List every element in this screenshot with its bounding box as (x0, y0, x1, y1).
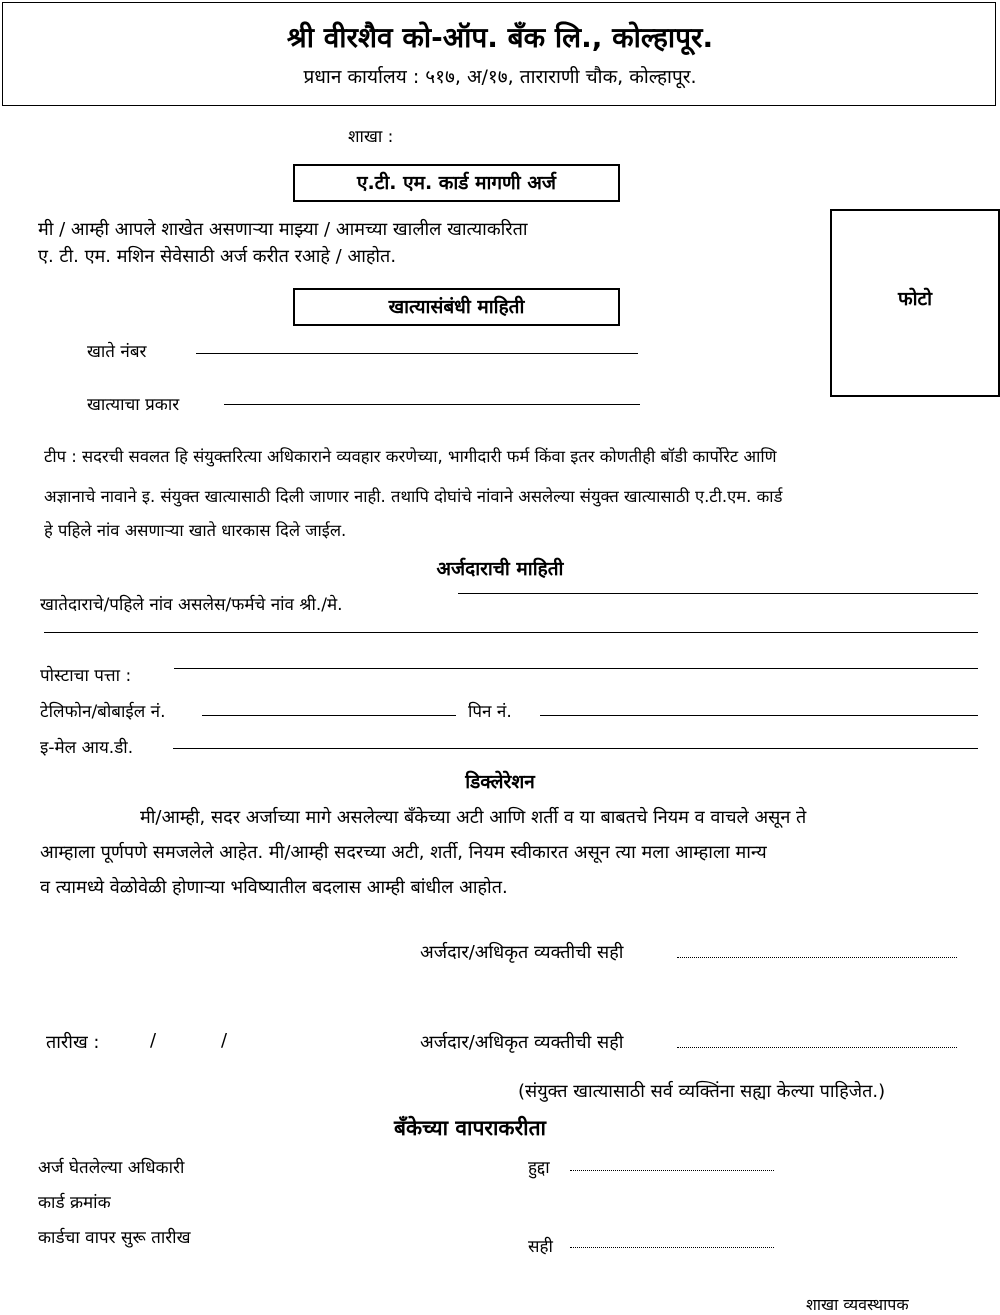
card-number-label: कार्ड क्रमांक (38, 1193, 111, 1213)
pin-field[interactable] (540, 715, 978, 716)
account-section-title: खात्यासंबंधी माहिती (293, 288, 620, 326)
bank-name: श्री वीरशैव को-ऑप. बँक लि., कोल्हापूर. (286, 21, 714, 54)
account-number-field[interactable] (196, 353, 638, 354)
applicant-signature-field-2[interactable] (677, 1047, 957, 1048)
account-type-field[interactable] (224, 404, 640, 405)
pin-label: पिन नं. (468, 702, 512, 722)
email-label: इ-मेल आय.डी. (40, 738, 134, 758)
applicant-section-title: अर्जदाराची माहिती (436, 558, 564, 580)
branch-label: शाखा : (348, 127, 394, 147)
photo-box (830, 209, 1000, 397)
branch-manager-label: शाखा व्यवस्थापक (806, 1295, 909, 1314)
designation-label: हुद्दा (528, 1158, 550, 1178)
applicant-signature-label-2: अर्जदार/अधिकृत व्यक्तीची सही (420, 1032, 624, 1053)
account-type-label: खात्याचा प्रकार (87, 395, 180, 415)
bank-address: प्रधान कार्यालय : ५१७, अ/१७, ताराराणी चौक, कोल्हापूर. (303, 66, 697, 88)
declaration-title: डिक्लेरेशन (465, 771, 535, 793)
declaration-line-2: आम्हाला पूर्णपणे समजलेले आहेत. मी/आम्ही सदरच्या अटी, शर्ती, नियम स्वीकारत असून त्या मला आम्हाला मान्य (40, 842, 767, 863)
note-line-2: अज्ञानाचे नावाने इ. संयुक्त खात्यासाठी दिली जाणार नाही. तथापि दोघांचे नांवाने असलेल्या संयुक्त खात्यासाठी ए.टी.एम. कार्ड (44, 487, 783, 506)
date-separator-2: / (221, 1030, 228, 1051)
sign-label: सही (528, 1237, 553, 1257)
intro-line-1: मी / आम्ही आपले शाखेत असणाऱ्या माझ्या / आमच्या खालील खात्याकरिता (38, 219, 528, 240)
note-line-3: हे पहिले नांव असणाऱ्या खाते धारकास दिले जाईल. (44, 521, 347, 540)
intro-line-2: ए. टी. एम. मशिन सेवेसाठी अर्ज करीत रआहे / आहोत. (38, 246, 397, 267)
account-number-label: खाते नंबर (87, 342, 147, 362)
phone-field[interactable] (202, 715, 456, 716)
joint-signature-note: (संयुक्त खात्यासाठी सर्व व्यक्तिंना सह्या केल्या पाहिजेत.) (518, 1081, 886, 1102)
applicant-signature-label-1: अर्जदार/अधिकृत व्यक्तीची सही (420, 942, 624, 963)
bank-use-title: बँकेच्या वापराकरीता (394, 1116, 547, 1140)
phone-label: टेलिफोन/बोबाईल नं. (40, 702, 166, 722)
officer-label: अर्ज घेतलेल्या अधिकारी (38, 1158, 185, 1178)
address-label: पोस्टाचा पत्ता : (40, 666, 132, 686)
designation-field[interactable] (570, 1170, 774, 1171)
email-field[interactable] (173, 748, 978, 749)
sign-field[interactable] (570, 1247, 774, 1248)
declaration-line-3: व त्यामध्ये वेळोवेळी होणाऱ्या भविष्यातील बदलास आम्ही बांधील आहोत. (40, 877, 508, 898)
date-label: तारीख : (46, 1032, 100, 1053)
note-line-1: टीप : सदरची सवलत हि संयुक्तरित्या अधिकाराने व्यवहार करणेच्या, भागीदारी फर्म किंवा इतर कोणतीही बॉडी कार्पोरेट आणि (44, 447, 777, 466)
card-start-date-label: कार्डचा वापर सुरू तारीख (38, 1228, 191, 1248)
date-separator-1: / (150, 1030, 157, 1051)
address-field[interactable] (174, 668, 978, 669)
name-field-continued[interactable] (44, 632, 978, 633)
name-label: खातेदाराचे/पहिले नांव असलेस/फर्मचे नांव श्री./मे. (40, 595, 343, 615)
photo-label: फोटो (897, 288, 933, 310)
form-title: ए.टी. एम. कार्ड मागणी अर्ज (293, 164, 620, 202)
declaration-line-1: मी/आम्ही, सदर अर्जाच्या मागे असलेल्या बँकेच्या अटी आणि शर्ती व या बाबतचे नियम व वाचले असून ते (140, 807, 807, 828)
name-field[interactable] (458, 593, 978, 594)
applicant-signature-field-1[interactable] (677, 957, 957, 958)
